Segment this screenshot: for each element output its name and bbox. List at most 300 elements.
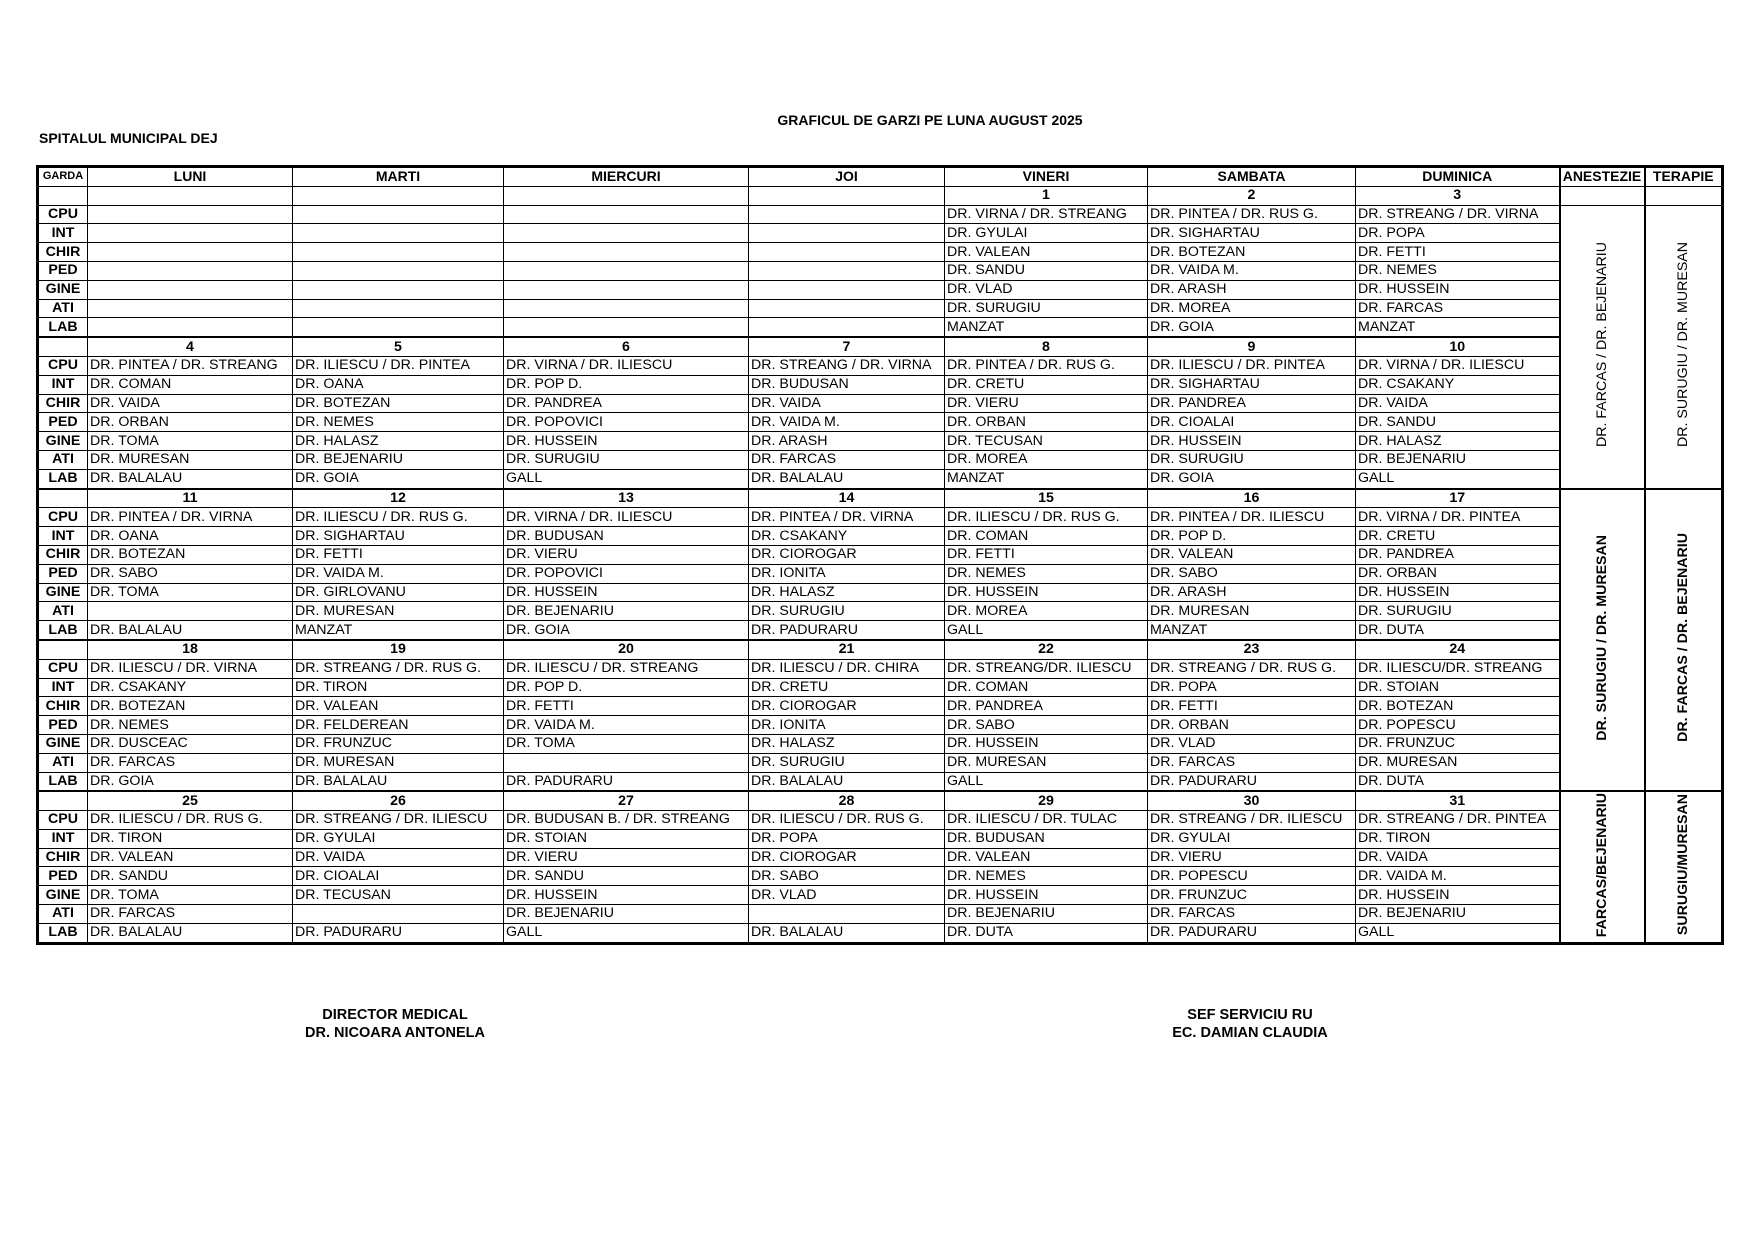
ward-row	[38, 734, 1723, 753]
ward-row	[38, 545, 1723, 564]
anestezie-cell	[1560, 489, 1645, 792]
doctor-cell	[88, 261, 293, 280]
doctor-cell: DR. CIOALAI	[1148, 413, 1356, 432]
doctor-cell: DR. OANA	[88, 527, 293, 546]
doctor-cell: DR. IONITA	[749, 716, 945, 735]
doctor-cell: DR. BEJENARIU	[504, 905, 749, 924]
ward-label: INT	[38, 375, 88, 394]
date-cell: 17	[1356, 489, 1560, 508]
doctor-cell: DR. POPESCU	[1356, 716, 1560, 735]
doctor-cell: DR. FETTI	[1356, 243, 1560, 262]
doctor-cell: DR. HALASZ	[749, 583, 945, 602]
doctor-cell	[749, 224, 945, 243]
doctor-cell: DR. ORBAN	[945, 413, 1148, 432]
doctor-cell	[749, 280, 945, 299]
doctor-cell: GALL	[945, 621, 1148, 640]
date-cell: 2	[1148, 186, 1356, 205]
doctor-cell: DR. GOIA	[88, 772, 293, 791]
anestezie-cell	[1560, 791, 1645, 943]
doctor-cell: DR. CSAKANY	[1356, 375, 1560, 394]
doctor-cell: DR. PADURARU	[1148, 772, 1356, 791]
ward-row	[38, 450, 1723, 469]
doctor-cell	[88, 299, 293, 318]
doctor-cell: DR. MURESAN	[88, 450, 293, 469]
doctor-cell: DR. VALEAN	[945, 848, 1148, 867]
doctor-cell: DR. MURESAN	[945, 753, 1148, 772]
doctor-cell: DR. BEJENARIU	[293, 450, 504, 469]
doctor-cell: DR. POPA	[749, 829, 945, 848]
doctor-cell: DR. POP D.	[504, 375, 749, 394]
doctor-cell: DR. GYULAI	[1148, 829, 1356, 848]
doctor-cell: DR. ILIESCU / DR. PINTEA	[1148, 356, 1356, 375]
doctor-cell: DR. VAIDA	[1356, 848, 1560, 867]
doctor-cell	[749, 243, 945, 262]
doctor-cell: DR. HALASZ	[749, 734, 945, 753]
doctor-cell: DR. HUSSEIN	[504, 432, 749, 451]
date-cell: 27	[504, 791, 749, 810]
terapie-cell	[1645, 205, 1723, 488]
ward-label: LAB	[38, 469, 88, 488]
date-label-cell	[38, 640, 88, 659]
doctor-cell: DR. MOREA	[945, 602, 1148, 621]
doctor-cell: DR. MOREA	[945, 450, 1148, 469]
doctor-cell: DR. CIOALAI	[293, 867, 504, 886]
doctor-cell: DR. ILIESCU / DR. RUS G.	[88, 811, 293, 830]
doctor-cell: DR. BALALAU	[88, 621, 293, 640]
date-cell: 11	[88, 489, 293, 508]
day-header: SAMBATA	[1148, 167, 1356, 187]
ward-label: CPU	[38, 811, 88, 830]
date-cell	[749, 186, 945, 205]
doctor-cell: DR. SURUGIU	[945, 299, 1148, 318]
page-title: GRAFICUL DE GARZI PE LUNA AUGUST 2025	[777, 112, 1083, 128]
date-cell: 19	[293, 640, 504, 659]
doctor-cell: DR. BEJENARIU	[504, 602, 749, 621]
doctor-cell: DR. TOMA	[88, 432, 293, 451]
day-header: MARTI	[293, 167, 504, 187]
doctor-cell: DR. DUTA	[1356, 621, 1560, 640]
date-cell: 30	[1148, 791, 1356, 810]
ward-label: CHIR	[38, 848, 88, 867]
terapie-doctors: DR. SURUGIU / DR. MURESAN	[1674, 242, 1691, 448]
doctor-cell: DR. TOMA	[88, 583, 293, 602]
doctor-cell: DR. POPESCU	[1148, 867, 1356, 886]
doctor-cell: DR. VIERU	[504, 545, 749, 564]
date-cell: 1	[945, 186, 1148, 205]
date-cell: 13	[504, 489, 749, 508]
doctor-cell: DR. COMAN	[945, 678, 1148, 697]
doctor-cell: DR. VIRNA / DR. STREANG	[945, 205, 1148, 224]
anestezie-doctors: DR. FARCAS / DR. BEJENARIU	[1593, 242, 1610, 448]
doctor-cell: DR. FETTI	[504, 697, 749, 716]
doctor-cell: DR. FARCAS	[88, 905, 293, 924]
doctor-cell: DR. ILIESCU / DR. RUS G.	[749, 811, 945, 830]
terapie-header: TERAPIE	[1645, 167, 1723, 187]
doctor-cell: DR. MURESAN	[293, 753, 504, 772]
doctor-cell: DR. HALASZ	[293, 432, 504, 451]
hr-role: SEF SERVICIU RU	[1187, 1007, 1313, 1023]
ward-label: INT	[38, 829, 88, 848]
doctor-cell: DR. PANDREA	[1148, 394, 1356, 413]
date-row	[38, 640, 1723, 659]
doctor-cell: DR. FETTI	[293, 545, 504, 564]
doctor-cell: DR. BEJENARIU	[1356, 450, 1560, 469]
doctor-cell: DR. SIGHARTAU	[1148, 375, 1356, 394]
ward-row	[38, 356, 1723, 375]
anestezie-doctors: FARCAS/BEJENARIU	[1593, 792, 1610, 938]
ward-row	[38, 697, 1723, 716]
doctor-cell: DR. BALALAU	[749, 469, 945, 488]
doctor-cell: DR. SIGHARTAU	[1148, 224, 1356, 243]
doctor-cell: DR. HUSSEIN	[945, 734, 1148, 753]
doctor-cell: DR. COMAN	[945, 527, 1148, 546]
doctor-cell: DR. GYULAI	[945, 224, 1148, 243]
director-name: DR. NICOARA ANTONELA	[305, 1025, 485, 1041]
doctor-cell: DR. ARASH	[749, 432, 945, 451]
ward-label: INT	[38, 224, 88, 243]
doctor-cell: DR. PINTEA / DR. VIRNA	[88, 508, 293, 527]
doctor-cell: DR. GIRLOVANU	[293, 583, 504, 602]
ward-label: PED	[38, 413, 88, 432]
doctor-cell: DR. POPA	[1356, 224, 1560, 243]
terapie-cell	[1645, 791, 1723, 943]
date-cell: 14	[749, 489, 945, 508]
terapie-cell	[1645, 489, 1723, 792]
ward-label: INT	[38, 527, 88, 546]
doctor-cell: DR. BUDUSAN B. / DR. STREANG	[504, 811, 749, 830]
terapie-empty-cell	[1645, 186, 1723, 205]
doctor-cell: DR. VIRNA / DR. ILIESCU	[1356, 356, 1560, 375]
doctor-cell: DR. VAIDA M.	[504, 716, 749, 735]
date-cell: 7	[749, 337, 945, 356]
date-cell: 18	[88, 640, 293, 659]
doctor-cell: DR. STOIAN	[1356, 678, 1560, 697]
ward-label: PED	[38, 564, 88, 583]
doctor-cell: DR. CRETU	[749, 678, 945, 697]
doctor-cell: DR. PINTEA / DR. ILIESCU	[1148, 508, 1356, 527]
ward-row	[38, 280, 1723, 299]
ward-row	[38, 299, 1723, 318]
doctor-cell: DR. VLAD	[749, 886, 945, 905]
ward-row	[38, 716, 1723, 735]
date-cell	[504, 186, 749, 205]
doctor-cell	[88, 243, 293, 262]
doctor-cell: DR. CIOROGAR	[749, 848, 945, 867]
doctor-cell: DR. BOTEZAN	[1148, 243, 1356, 262]
doctor-cell: DR. SABO	[945, 716, 1148, 735]
doctor-cell: DR. FARCAS	[88, 753, 293, 772]
doctor-cell: DR. BOTEZAN	[1356, 697, 1560, 716]
date-cell: 12	[293, 489, 504, 508]
ward-label: ATI	[38, 602, 88, 621]
doctor-cell: DR. TECUSAN	[293, 886, 504, 905]
doctor-cell	[504, 205, 749, 224]
ward-row	[38, 772, 1723, 791]
doctor-cell: DR. PINTEA / DR. VIRNA	[749, 508, 945, 527]
ward-label: GINE	[38, 432, 88, 451]
ward-label: ATI	[38, 299, 88, 318]
doctor-cell: DR. SURUGIU	[749, 602, 945, 621]
date-cell: 31	[1356, 791, 1560, 810]
doctor-cell: DR. CSAKANY	[88, 678, 293, 697]
doctor-cell	[504, 261, 749, 280]
doctor-cell: DR. BEJENARIU	[945, 905, 1148, 924]
doctor-cell: DR. STREANG / DR. RUS G.	[1148, 659, 1356, 678]
doctor-cell: DR. FRUNZUC	[1148, 886, 1356, 905]
date-cell: 10	[1356, 337, 1560, 356]
doctor-cell: DR. SANDU	[504, 867, 749, 886]
doctor-cell: DR. TOMA	[88, 886, 293, 905]
doctor-cell: DR. COMAN	[88, 375, 293, 394]
doctor-cell: GALL	[504, 469, 749, 488]
ward-row	[38, 394, 1723, 413]
doctor-cell: DR. GOIA	[504, 621, 749, 640]
date-cell: 4	[88, 337, 293, 356]
ward-row	[38, 243, 1723, 262]
doctor-cell	[293, 280, 504, 299]
doctor-cell: DR. TOMA	[504, 734, 749, 753]
doctor-cell	[88, 205, 293, 224]
doctor-cell: DR. ORBAN	[88, 413, 293, 432]
doctor-cell: DR. SANDU	[945, 261, 1148, 280]
doctor-cell: DR. FELDEREAN	[293, 716, 504, 735]
doctor-cell: DR. PINTEA / DR. RUS G.	[945, 356, 1148, 375]
anestezie-empty-cell	[1560, 186, 1645, 205]
doctor-cell: DR. STREANG / DR. RUS G.	[293, 659, 504, 678]
doctor-cell	[293, 905, 504, 924]
doctor-cell: DR. SIGHARTAU	[293, 527, 504, 546]
doctor-cell	[293, 261, 504, 280]
doctor-cell: MANZAT	[945, 318, 1148, 337]
ward-row	[38, 923, 1723, 943]
doctor-cell: DR. TIRON	[1356, 829, 1560, 848]
terapie-doctors: SURUGIU/MURESAN	[1674, 794, 1691, 936]
ward-row	[38, 753, 1723, 772]
doctor-cell: DR. GOIA	[1148, 318, 1356, 337]
ward-label: LAB	[38, 621, 88, 640]
doctor-cell: DR. HUSSEIN	[1356, 583, 1560, 602]
doctor-cell: DR. BALALAU	[88, 923, 293, 943]
hr-name: EC. DAMIAN CLAUDIA	[1172, 1025, 1328, 1041]
date-cell: 16	[1148, 489, 1356, 508]
doctor-cell	[293, 243, 504, 262]
doctor-cell: DR. HUSSEIN	[1356, 280, 1560, 299]
date-cell: 26	[293, 791, 504, 810]
date-cell: 24	[1356, 640, 1560, 659]
doctor-cell: DR. BOTEZAN	[88, 545, 293, 564]
doctor-cell: DR. VLAD	[1148, 734, 1356, 753]
doctor-cell	[504, 299, 749, 318]
doctor-cell: DR. CRETU	[945, 375, 1148, 394]
doctor-cell	[88, 280, 293, 299]
date-cell: 21	[749, 640, 945, 659]
doctor-cell: DR. POPA	[1148, 678, 1356, 697]
doctor-cell: DR. FARCAS	[1148, 905, 1356, 924]
doctor-cell: DR. SURUGIU	[504, 450, 749, 469]
doctor-cell: DR. BUDUSAN	[504, 527, 749, 546]
date-row	[38, 186, 1723, 205]
ward-row	[38, 829, 1723, 848]
doctor-cell: DR. VIRNA / DR. PINTEA	[1356, 508, 1560, 527]
doctor-cell: DR. BUDUSAN	[749, 375, 945, 394]
ward-label: GINE	[38, 583, 88, 602]
ward-row	[38, 205, 1723, 224]
doctor-cell: DR. FRUNZUC	[1356, 734, 1560, 753]
doctor-cell: DR. NEMES	[945, 867, 1148, 886]
doctor-cell: DR. GOIA	[293, 469, 504, 488]
date-cell: 3	[1356, 186, 1560, 205]
doctor-cell	[88, 318, 293, 337]
ward-row	[38, 413, 1723, 432]
doctor-cell: DR. DUTA	[945, 923, 1148, 943]
doctor-cell	[749, 261, 945, 280]
ward-label: GINE	[38, 280, 88, 299]
doctor-cell: DR. ORBAN	[1356, 564, 1560, 583]
doctor-cell: DR. NEMES	[293, 413, 504, 432]
doctor-cell: DR. STREANG / DR. PINTEA	[1356, 811, 1560, 830]
doctor-cell: DR. FETTI	[945, 545, 1148, 564]
doctor-cell: DR. FARCAS	[1148, 753, 1356, 772]
doctor-cell: DR. SURUGIU	[1356, 602, 1560, 621]
ward-row	[38, 905, 1723, 924]
date-label-cell	[38, 186, 88, 205]
doctor-cell: DR. ORBAN	[1148, 716, 1356, 735]
doctor-cell: DR. SURUGIU	[749, 753, 945, 772]
ward-row	[38, 659, 1723, 678]
doctor-cell: DR. HUSSEIN	[504, 583, 749, 602]
ward-row	[38, 564, 1723, 583]
doctor-cell: DR. BEJENARIU	[1356, 905, 1560, 924]
doctor-cell: DR. HALASZ	[1356, 432, 1560, 451]
date-label-cell	[38, 791, 88, 810]
doctor-cell: DR. PINTEA / DR. STREANG	[88, 356, 293, 375]
doctor-cell: DR. VIERU	[945, 394, 1148, 413]
date-row	[38, 337, 1723, 356]
doctor-cell	[293, 224, 504, 243]
date-cell: 9	[1148, 337, 1356, 356]
date-cell: 8	[945, 337, 1148, 356]
ward-row	[38, 867, 1723, 886]
day-header: VINERI	[945, 167, 1148, 187]
ward-label: LAB	[38, 318, 88, 337]
ward-row	[38, 261, 1723, 280]
doctor-cell: DR. GOIA	[1148, 469, 1356, 488]
doctor-cell: DR. DUSCEAC	[88, 734, 293, 753]
doctor-cell: DR. TECUSAN	[945, 432, 1148, 451]
doctor-cell	[749, 905, 945, 924]
ward-label: PED	[38, 867, 88, 886]
date-cell: 15	[945, 489, 1148, 508]
doctor-cell: DR. STREANG / DR. VIRNA	[1356, 205, 1560, 224]
doctor-cell	[88, 602, 293, 621]
date-cell: 6	[504, 337, 749, 356]
doctor-cell: DR. VAIDA M.	[1356, 867, 1560, 886]
ward-row	[38, 375, 1723, 394]
doctor-cell: DR. VIRNA / DR. ILIESCU	[504, 508, 749, 527]
doctor-cell	[749, 205, 945, 224]
garda-header: GARDA	[38, 167, 88, 187]
doctor-cell: DR. BUDUSAN	[945, 829, 1148, 848]
date-row	[38, 791, 1723, 810]
doctor-cell: DR. ILIESCU/DR. STREANG	[1356, 659, 1560, 678]
doctor-cell: DR. STREANG / DR. ILIESCU	[1148, 811, 1356, 830]
doctor-cell: DR. BALALAU	[88, 469, 293, 488]
doctor-cell: DR. VIERU	[1148, 848, 1356, 867]
date-cell: 5	[293, 337, 504, 356]
ward-label: CPU	[38, 205, 88, 224]
ward-label: CHIR	[38, 394, 88, 413]
doctor-cell: GALL	[504, 923, 749, 943]
doctor-cell: DR. VAIDA M.	[749, 413, 945, 432]
ward-row	[38, 508, 1723, 527]
date-row	[38, 489, 1723, 508]
doctor-cell: GALL	[1356, 469, 1560, 488]
doctor-cell: DR. SABO	[1148, 564, 1356, 583]
doctor-cell: DR. VALEAN	[945, 243, 1148, 262]
doctor-cell: DR. HUSSEIN	[504, 886, 749, 905]
doctor-cell: DR. FARCAS	[1356, 299, 1560, 318]
doctor-cell: DR. VALEAN	[293, 697, 504, 716]
ward-label: CPU	[38, 659, 88, 678]
ward-row	[38, 678, 1723, 697]
doctor-cell: DR. ARASH	[1148, 280, 1356, 299]
ward-label: PED	[38, 716, 88, 735]
doctor-cell: DR. CIOROGAR	[749, 545, 945, 564]
doctor-cell: DR. ILIESCU / DR. PINTEA	[293, 356, 504, 375]
date-cell	[293, 186, 504, 205]
doctor-cell: DR. ILIESCU / DR. VIRNA	[88, 659, 293, 678]
doctor-cell	[293, 205, 504, 224]
doctor-cell: DR. VLAD	[945, 280, 1148, 299]
doctor-cell: GALL	[945, 772, 1148, 791]
director-signature	[290, 1006, 500, 1042]
day-header: LUNI	[88, 167, 293, 187]
ward-label: ATI	[38, 450, 88, 469]
doctor-cell: DR. STOIAN	[504, 829, 749, 848]
date-label-cell	[38, 489, 88, 508]
doctor-cell: DR. VAIDA M.	[1148, 261, 1356, 280]
ward-row	[38, 621, 1723, 640]
ward-label: GINE	[38, 734, 88, 753]
doctor-cell: DR. ARASH	[1148, 583, 1356, 602]
doctor-cell: DR. SURUGIU	[1148, 450, 1356, 469]
doctor-cell: DR. VAIDA	[293, 848, 504, 867]
ward-row	[38, 432, 1723, 451]
doctor-cell: DR. PADURARU	[504, 772, 749, 791]
header-row	[38, 167, 1723, 187]
doctor-cell: DR. MURESAN	[1356, 753, 1560, 772]
doctor-cell: DR. HUSSEIN	[1356, 886, 1560, 905]
doctor-cell: DR. VAIDA	[749, 394, 945, 413]
doctor-cell: DR. PADURARU	[293, 923, 504, 943]
doctor-cell	[504, 280, 749, 299]
ward-row	[38, 527, 1723, 546]
ward-label: INT	[38, 678, 88, 697]
doctor-cell: DR. POP D.	[504, 678, 749, 697]
doctor-cell: DR. HUSSEIN	[1148, 432, 1356, 451]
doctor-cell: DR. BALALAU	[749, 923, 945, 943]
doctor-cell: DR. BALALAU	[749, 772, 945, 791]
ward-row	[38, 469, 1723, 488]
date-label-cell	[38, 337, 88, 356]
doctor-cell	[504, 753, 749, 772]
doctor-cell: DR. POPOVICI	[504, 564, 749, 583]
hr-signature	[1160, 1006, 1340, 1042]
ward-label: PED	[38, 261, 88, 280]
doctor-cell: DR. CIOROGAR	[749, 697, 945, 716]
doctor-cell: DR. BALALAU	[293, 772, 504, 791]
doctor-cell: DR. SANDU	[1356, 413, 1560, 432]
